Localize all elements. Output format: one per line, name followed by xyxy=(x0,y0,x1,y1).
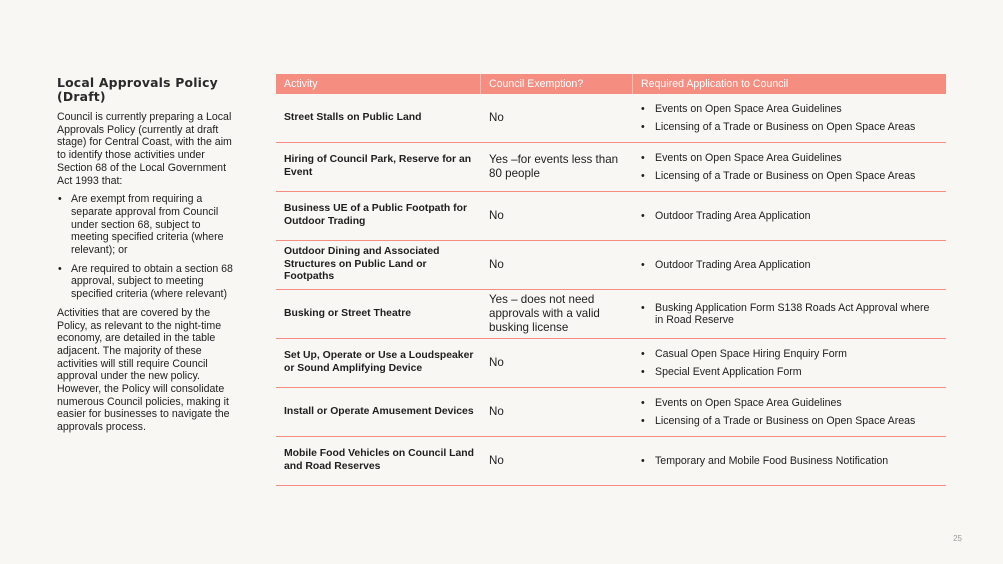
table-row xyxy=(276,192,946,241)
header-application: Required Application to Council xyxy=(641,78,789,90)
exemption-cell: No xyxy=(489,258,504,271)
activity-cell: Busking or Street Theatre xyxy=(284,307,412,319)
application-cell xyxy=(633,149,946,186)
application-cell xyxy=(633,100,946,137)
activity-cell: Hiring of Council Park, Reserve for an Event xyxy=(284,154,472,178)
application-item: • Events on Open Space Area Guidelines xyxy=(641,103,938,115)
application-item: • Outdoor Trading Area Application xyxy=(641,210,938,222)
application-item: • Licensing of a Trade or Business on Open Space Areas xyxy=(641,170,938,182)
application-cell xyxy=(633,452,946,470)
activity-cell: Mobile Food Vehicles on Council Land and Road Reserves xyxy=(284,448,474,472)
application-item: • Licensing of a Trade or Business on Open Space Areas xyxy=(641,415,938,427)
table-row xyxy=(276,339,946,388)
activity-cell: Install or Operate Amusement Devices xyxy=(284,405,474,417)
application-list xyxy=(641,455,938,467)
application-list xyxy=(641,348,938,379)
exemption-cell: No xyxy=(489,454,504,467)
exemption-cell: Yes – does not need approvals with a valid busking license xyxy=(489,293,600,334)
application-cell xyxy=(633,345,946,382)
application-item: • Outdoor Trading Area Application xyxy=(641,259,938,271)
criteria-item: • Are exempt from requiring a separate approval from Council under section 68, subject to meeting specified criteria (where relevant); or xyxy=(57,193,240,257)
exemption-cell: No xyxy=(489,405,504,418)
header-activity: Activity xyxy=(276,74,481,94)
activity-cell: Street Stalls on Public Land xyxy=(284,111,422,123)
activity-cell: Business UE of a Public Footpath for Outdoor Trading xyxy=(284,203,468,227)
table-row xyxy=(276,143,946,192)
application-cell xyxy=(633,299,946,330)
application-item: • Temporary and Mobile Food Business Notification xyxy=(641,455,938,467)
application-list xyxy=(641,103,938,134)
activity-cell: Outdoor Dining and Associated Structures on Public Land or Footpaths xyxy=(284,246,440,283)
application-item: • Busking Application Form S138 Roads Act Approval where in Road Reserve xyxy=(641,302,938,327)
application-item: • Events on Open Space Area Guidelines xyxy=(641,152,938,164)
application-cell xyxy=(633,256,946,274)
exemption-cell: No xyxy=(489,209,504,222)
criteria-list xyxy=(57,193,240,301)
exemption-cell: Yes –for events less than 80 people xyxy=(489,153,619,180)
criteria-item: • Are required to obtain a section 68 approval, subject to meeting specified criteria (where relevant) xyxy=(57,263,240,301)
page-title: Local Approvals Policy (Draft) xyxy=(57,75,218,104)
table-row xyxy=(276,241,946,290)
table-row xyxy=(276,437,946,486)
table-row xyxy=(276,388,946,437)
application-item: • Events on Open Space Area Guidelines xyxy=(641,397,938,409)
table-row xyxy=(276,290,946,339)
intro-paragraph: Council is currently preparing a Local Approvals Policy (currently at draft stage) for Central Coast, with the aim to identify those activities under Section 68 of the Local Government Act 1993 that: xyxy=(57,111,232,187)
exemption-cell: No xyxy=(489,111,504,124)
activities-table xyxy=(276,74,946,486)
application-item: • Casual Open Space Hiring Enquiry Form xyxy=(641,348,938,360)
outro-paragraph: Activities that are covered by the Policy, as relevant to the night-time economy, are detailed in the table adjacent. The majority of these activities will still require Council approval under the new policy. However, the Policy will consolidate numerous Council policies, making it easier for businesses to navigate the approvals process. xyxy=(57,306,230,434)
table-body xyxy=(276,94,946,486)
exemption-cell: No xyxy=(489,356,504,369)
application-list xyxy=(641,259,938,271)
application-list xyxy=(641,302,938,327)
application-item: • Licensing of a Trade or Business on Open Space Areas xyxy=(641,121,938,133)
header-exemption: Council Exemption? xyxy=(481,74,633,94)
policy-summary xyxy=(57,76,240,440)
application-item: • Special Event Application Form xyxy=(641,366,938,378)
application-cell xyxy=(633,207,946,225)
application-list xyxy=(641,210,938,222)
table-row xyxy=(276,94,946,143)
page-number: 25 xyxy=(953,534,962,543)
table-header xyxy=(276,74,946,94)
application-list xyxy=(641,152,938,183)
activity-cell: Set Up, Operate or Use a Loudspeaker or Sound Amplifying Device xyxy=(284,350,474,374)
application-cell xyxy=(633,394,946,431)
application-list xyxy=(641,397,938,428)
